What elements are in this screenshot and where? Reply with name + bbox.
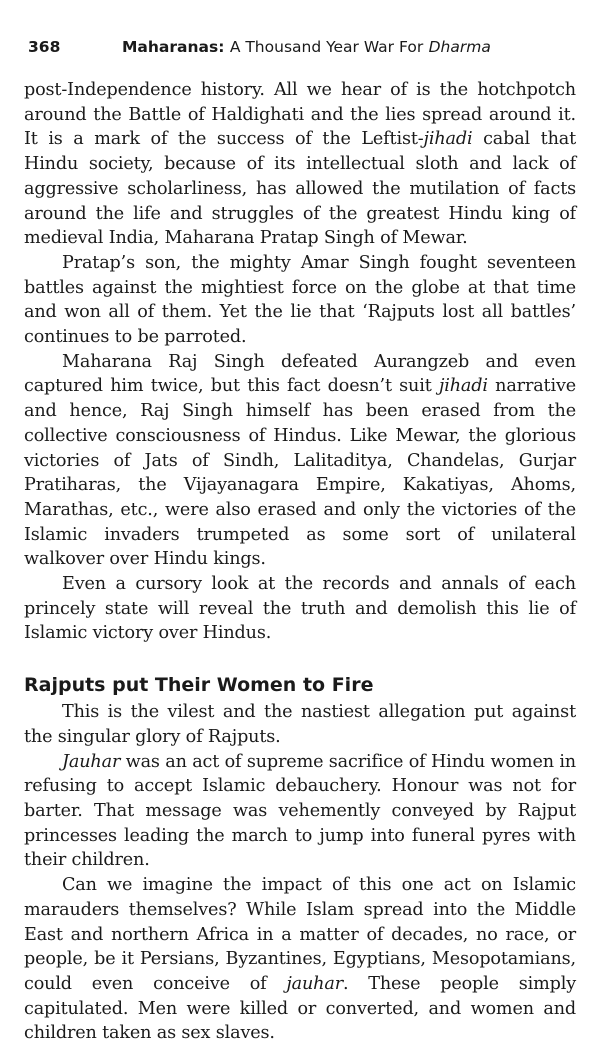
paragraph-7 <box>24 873 576 1046</box>
paragraph-6 <box>24 750 576 874</box>
paragraph-1-emphasis: jihadi <box>423 129 473 150</box>
paragraph-6-text-after: was an act of supreme sacrifice of Hindu women in refusing to accept Islamic debauchery. Honour was not for barter. That message was vehemently conveyed by Rajput princesses leading the march to jump into funeral pyres with their children. <box>24 751 576 871</box>
page-number: 368 <box>28 38 61 56</box>
book-title-rest: A Thousand Year War For <box>229 38 424 56</box>
paragraph-1 <box>24 78 576 251</box>
book-title <box>122 38 491 56</box>
paragraph-7-emphasis: jauhar <box>286 973 343 994</box>
paragraph-6-emphasis: Jauhar <box>62 751 121 772</box>
paragraph-3-text: Maharana Raj Singh defeated Aurangzeb and even captured him twice, but this fact doesn’t suit <box>24 351 576 397</box>
paragraph-7-text: Can we imagine the impact of this one act on Islamic marauders themselves? While Islam spread into the Middle East and northern Africa in a matter of decades, no race, or people, be it Persians, Byzantines, Egyptians, Mesopotamians, could even conceive of <box>24 875 576 994</box>
running-header <box>28 38 576 56</box>
paragraph-3-emphasis: jihadi <box>438 376 488 397</box>
book-title-bold: Maharanas: <box>122 38 225 56</box>
paragraph-7-text-after: . These people simply capitulated. Men were killed or converted, and women and children taken as sex slaves. <box>24 973 577 1044</box>
paragraph-5: This is the vilest and the nastiest allegation put against the singular glory of Rajputs. <box>24 702 576 747</box>
book-title-italic: Dharma <box>428 38 491 56</box>
paragraph-3-text-after: narrative and hence, Raj Singh himself has been erased from the collective consciousness of Hindus. Like Mewar, the glorious victories of Jats of Sindh, Lalitaditya, Chandelas, Gurjar Pratiharas, the Vijayanagara Empire, Kakatiyas, Ahoms, Marathas, etc., were also erased and only the victories of the Islamic invaders trumpeted as some sort of unilateral walkover over Hindu kings. <box>24 376 576 570</box>
section-heading: Rajputs put Their Women to Fire <box>24 674 374 697</box>
paragraph-3 <box>24 350 576 572</box>
paragraph-1-text: post-Independence history. All we hear of is the hotchpotch around the Battle of Haldighati and the lies spread around it. It is a mark of the success of the Leftist- <box>24 80 576 150</box>
paragraph-1-text-after: cabal that Hindu society, because of its intellectual sloth and lack of aggressive scholarliness, has allowed the mutilation of facts around the life and struggles of the greatest Hindu king of medieval India, Maharana Pratap Singh of Mewar. <box>24 129 577 249</box>
paragraph-4: Even a cursory look at the records and annals of each princely state will reveal the truth and demolish this lie of Islamic victory over Hindus. <box>24 574 576 644</box>
paragraph-2: Pratap’s son, the mighty Amar Singh fought seventeen battles against the mightiest force on the globe at that time and won all of them. Yet the lie that ‘Rajputs lost all battles’ continues to be parroted. <box>24 252 576 348</box>
